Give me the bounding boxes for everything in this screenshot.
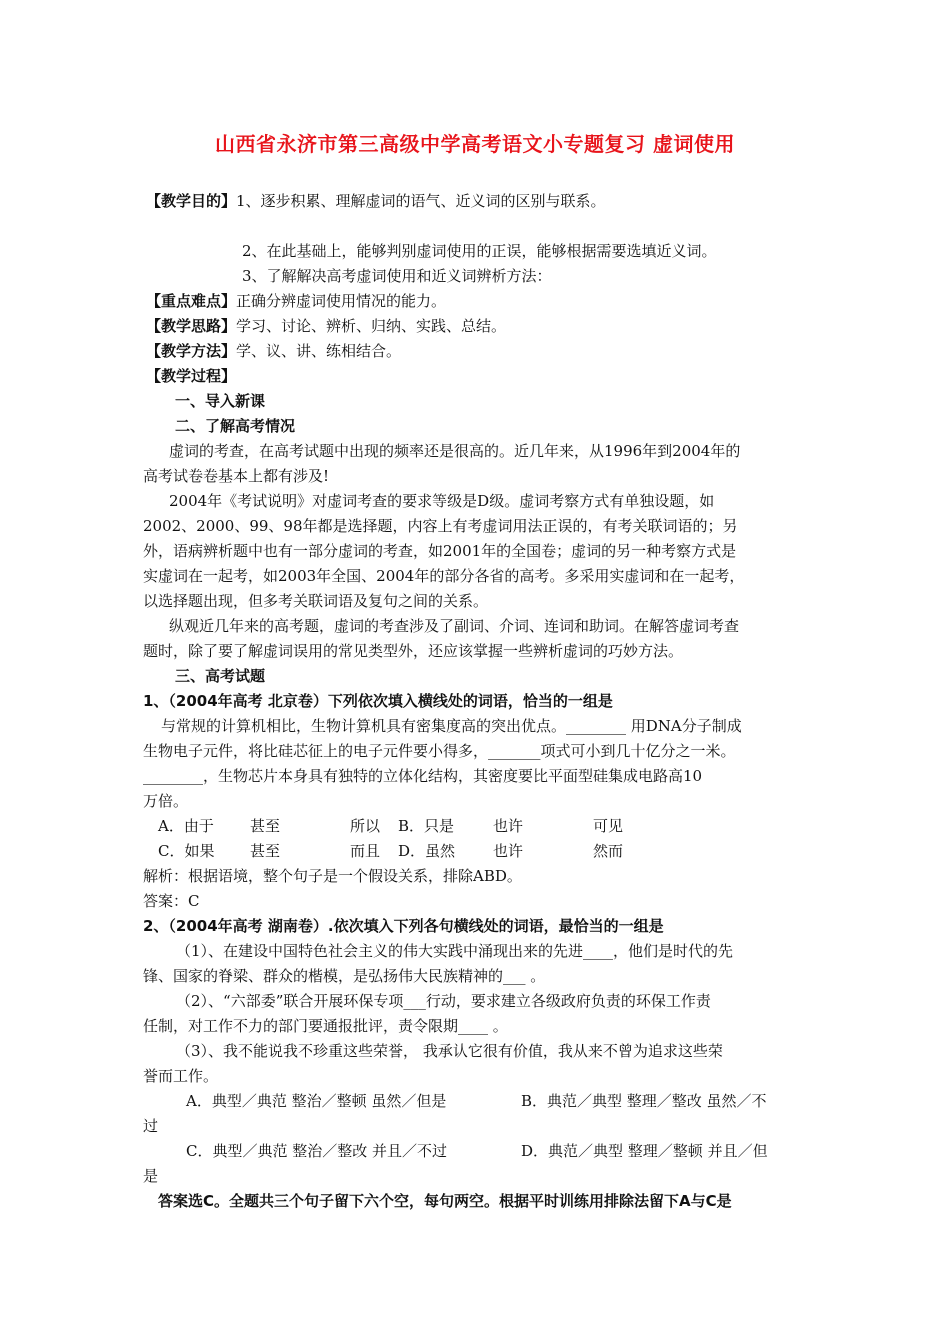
focus-row: [146, 291, 446, 311]
teaching-goal-3: 3、了解解决高考虚词使用和近义词辨析方法：: [242, 267, 552, 285]
q2-option-d: D．典范／典型 整理／整顿 并且／但: [521, 1142, 768, 1160]
q1-option-b: B．只是: [398, 817, 455, 835]
q2-option-c: C．典型／典范 整治／整改 并且／不过: [186, 1142, 448, 1160]
question-2-text: （2）、“六部委”联合开展环保专项___行动，要求建立各级政府负责的环保工作责: [176, 992, 711, 1010]
teaching-goal-label: 【教学目的】: [146, 192, 237, 210]
question-1-text: 与常规的计算机相比，生物计算机具有密集度高的突出优点。________ 用DNA分子制成: [161, 717, 742, 735]
teaching-goal-row: [146, 191, 606, 211]
idea-label: 【教学思路】: [146, 317, 237, 335]
intro-line: 2002、2000、99、98年都是选择题，内容上有考虚词用法正误的，有考关联词语的；另: [143, 517, 738, 535]
document-title: 山西省永济市第三高级中学高考语文小专题复习 虚词使用: [215, 132, 735, 156]
q1-option-a: A．由于: [158, 817, 214, 835]
question-1-analysis: 解析：根据语境，整个句子是一个假设关系，排除ABD。: [143, 867, 522, 885]
question-2-text: （3）、我不能说我不珍重这些荣誉， 我承认它很有价值，我从来不曾为追求这些荣: [176, 1042, 723, 1060]
q2-option-b-wrap: 过: [143, 1117, 159, 1135]
question-1-text: 万倍。: [143, 792, 189, 810]
question-2-text: 锋、国家的脊梁、群众的楷模，是弘扬伟大民族精神的___ 。: [143, 967, 546, 985]
idea-text: 学习、讨论、辨析、归纳、实践、总结。: [236, 317, 507, 335]
section-heading-1: 一、导入新课: [175, 392, 266, 410]
q1-option-d: D．虽然: [398, 842, 456, 860]
q1-option-b-word2: 也许: [493, 817, 524, 835]
question-1-heading: 1、（2004年高考 北京卷）下列依次填入横线处的词语，恰当的一组是: [143, 692, 613, 710]
question-2-answer: 答案选C。全题共三个句子留下六个空，每句两空。根据平时训练用排除法留下A与C是: [158, 1192, 732, 1210]
q1-option-a-word2: 甚至: [250, 817, 281, 835]
idea-row: [146, 316, 506, 336]
q1-option-d-word3: 然而: [593, 842, 624, 860]
q1-option-d-word2: 也许: [493, 842, 524, 860]
teaching-goal-1: 1、逐步积累、理解虚词的语气、近义词的区别与联系。: [236, 192, 606, 210]
q1-option-a-word3: 所以: [350, 817, 381, 835]
q1-option-c-word2: 甚至: [250, 842, 281, 860]
intro-line: 实虚词在一起考，如2003年全国、2004年的部分各省的高考。多采用实虚词和在一起考，: [143, 567, 745, 585]
question-2-text: （1）、在建设中国特色社会主义的伟大实践中涌现出来的先进____，他们是时代的先: [176, 942, 734, 960]
focus-label: 【重点难点】: [146, 292, 237, 310]
process-label: 【教学过程】: [146, 367, 237, 385]
intro-line: 外，语病辨析题中也有一部分虚词的考查，如2001年的全国卷；虚词的另一种考察方式是: [143, 542, 737, 560]
intro-line: 2004年《考试说明》对虚词考查的要求等级是D级。虚词考察方式有单独设题，如: [169, 492, 715, 510]
intro-line: 题时，除了要了解虚词误用的常见类型外，还应该掌握一些辨析虚词的巧妙方法。: [143, 642, 684, 660]
question-1-answer: 答案：C: [143, 892, 200, 910]
intro-line: 纵观近几年来的高考题，虚词的考查涉及了副词、介词、连词和助词。在解答虚词考查: [169, 617, 740, 635]
q1-option-c-word3: 而且: [350, 842, 381, 860]
method-row: [146, 341, 401, 361]
q1-option-c: C．如果: [158, 842, 215, 860]
method-text: 学、议、讲、练相结合。: [236, 342, 402, 360]
question-1-text: ________，生物芯片本身具有独特的立体化结构，其密度要比平面型硅集成电路高10: [143, 767, 703, 785]
question-1-text: 生物电子元件，将比硅芯征上的电子元件要小得多，_______项式可小到几十亿分之一米。: [143, 742, 736, 760]
q2-option-d-wrap: 是: [143, 1167, 159, 1185]
q2-option-b: B．典范／典型 整理／整改 虽然／不: [521, 1092, 767, 1110]
intro-line: 高考试卷卷基本上都有涉及!: [143, 467, 330, 485]
intro-line: 以选择题出现，但多考关联词语及复句之间的关系。: [143, 592, 489, 610]
question-2-text: 誉而工作。: [143, 1067, 219, 1085]
question-2-heading: 2、（2004年高考 湖南卷）.依次填入下列各句横线处的词语，最恰当的一组是: [143, 917, 664, 935]
question-2-text: 任制，对工作不力的部门要通报批评，责令限期____ 。: [143, 1017, 508, 1035]
q1-option-b-word3: 可见: [593, 817, 624, 835]
section-heading-2: 二、了解高考情况: [175, 417, 296, 435]
q2-option-a: A．典型／典范 整治／整顿 虽然／但是: [186, 1092, 447, 1110]
section-heading-3: 三、高考试题: [175, 667, 266, 685]
focus-text: 正确分辨虚词使用情况的能力。: [236, 292, 447, 310]
intro-line: 虚词的考查，在高考试题中出现的频率还是很高的。近几年来，从1996年到2004年的: [169, 442, 741, 460]
method-label: 【教学方法】: [146, 342, 237, 360]
teaching-goal-2: 2、在此基础上，能够判别虚词使用的正误，能够根据需要选填近义词。: [242, 242, 717, 260]
